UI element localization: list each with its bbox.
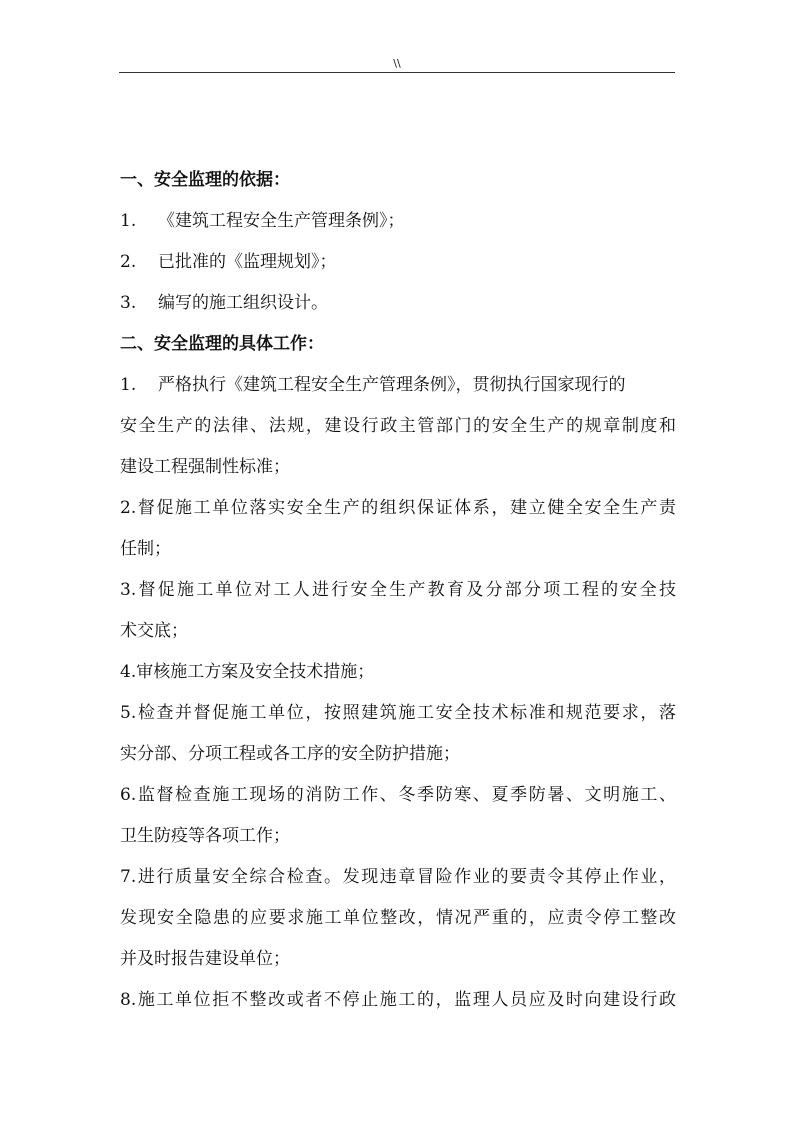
header-rule	[119, 72, 675, 73]
work-item-2-line-1: 2.督促施工单位落实安全生产的组织保证体系，建立健全安全生产责	[120, 498, 676, 518]
work-item-3-line-2: 术交底；	[120, 621, 188, 641]
section-heading-work: 二、安全监理的具体工作：	[120, 334, 324, 354]
section-heading-basis: 一、安全监理的依据：	[120, 170, 290, 190]
work-item-7-line-1: 7.进行质量安全综合检查。发现违章冒险作业的要责令其停止作业，	[120, 867, 676, 887]
item-number: 1.	[120, 375, 137, 395]
work-item-7-line-3: 并及时报告建设单位；	[120, 949, 290, 969]
work-item-8-line-1: 8.施工单位拒不整改或者不停止施工的，监理人员应及时向建设行政	[120, 990, 676, 1010]
item-number: 2.	[120, 252, 137, 272]
work-item-3-line-1: 3.督促施工单位对工人进行安全生产教育及分部分项工程的安全技	[120, 580, 676, 600]
work-item-7-line-2: 发现安全隐患的应要求施工单位整改，情况严重的，应责令停工整改	[120, 908, 676, 928]
item-text: 《建筑工程安全生产管理条例》；	[158, 211, 405, 231]
header-mark: \\	[393, 57, 401, 70]
document-body	[120, 160, 676, 1021]
work-item-2-line-2: 任制；	[120, 539, 171, 559]
work-item-6-line-2: 卫生防疫等各项工作；	[120, 826, 290, 846]
basis-item-3	[120, 283, 676, 324]
item-number: 1.	[120, 211, 137, 231]
work-item-6-line-1: 6.监督检查施工现场的消防工作、冬季防寒、夏季防暑、文明施工、	[120, 785, 676, 805]
item-text: 已批准的《监理规划》；	[158, 252, 337, 272]
item-text: 编写的施工组织设计。	[158, 293, 328, 313]
basis-item-1	[120, 201, 676, 242]
work-item-1-line-1	[120, 365, 676, 406]
item-text: 严格执行《建筑工程安全生产管理条例》，贯彻执行国家现行的	[158, 375, 626, 395]
work-item-1-line-2: 安全生产的法律、法规，建设行政主管部门的安全生产的规章制度和	[120, 416, 676, 436]
work-item-1-line-3: 建设工程强制性标准；	[120, 457, 290, 477]
basis-item-2	[120, 242, 676, 283]
work-item-4-line-1: 4.审核施工方案及安全技术措施；	[120, 662, 375, 682]
work-item-5-line-1: 5.检查并督促施工单位，按照建筑施工安全技术标准和规范要求，落	[120, 703, 676, 723]
work-item-5-line-2: 实分部、分项工程或各工序的安全防护措施；	[120, 744, 460, 764]
item-number: 3.	[120, 293, 137, 313]
